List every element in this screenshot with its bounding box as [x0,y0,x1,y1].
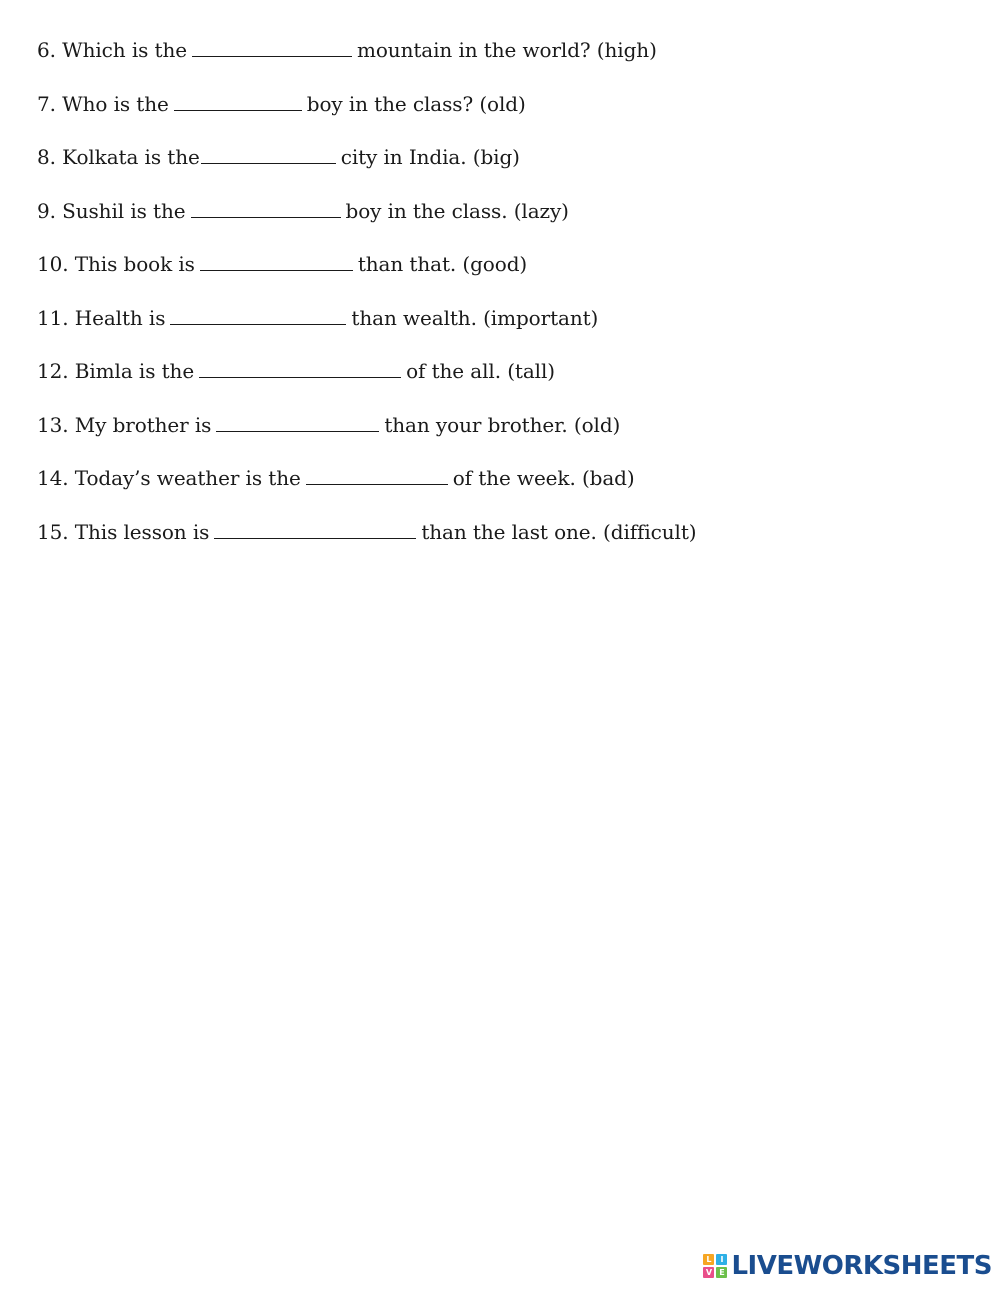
question-9 [37,191,937,245]
question-7 [37,84,937,138]
logo-mark-icon [703,1254,727,1278]
answer-blank[interactable] [214,521,416,539]
logo-tile-l: L [703,1254,714,1265]
question-6 [37,30,937,84]
question-text-before: 10. This book is [37,252,195,276]
question-text-after: city in India. (big) [340,145,520,169]
answer-blank[interactable] [200,253,353,271]
logo-tile-e: E [716,1267,727,1278]
question-text-before: 6. Which is the [37,38,187,62]
worksheet [37,30,937,565]
logo-tile-v: V [703,1267,714,1278]
question-text-before: 11. Health is [37,305,166,330]
question-11 [37,298,937,352]
question-text-before: 12. Bimla is the [37,359,195,383]
answer-blank[interactable] [174,93,302,111]
question-text-after: than the last one. (difficult) [421,519,697,544]
answer-blank[interactable] [201,146,336,164]
question-12 [37,351,937,405]
question-8 [37,137,937,191]
question-15 [37,512,937,566]
question-text-before: 7. Who is the [37,91,169,116]
logo-tile-i: I [716,1254,727,1265]
question-text-after: of the week. (bad) [452,466,635,490]
question-text-after: of the all. (tall) [406,359,555,383]
answer-blank[interactable] [191,200,341,218]
answer-blank[interactable] [199,360,401,378]
question-text-after: boy in the class. (lazy) [345,198,569,223]
question-text-before: 15. This lesson is [37,519,210,544]
answer-blank[interactable] [306,467,448,485]
question-text-after: boy in the class? (old) [306,91,526,116]
question-text-after: than wealth. (important) [351,305,599,330]
question-text-after: mountain in the world? (high) [357,38,657,62]
question-text-before: 8. Kolkata is the [37,145,200,169]
answer-blank[interactable] [192,39,352,57]
question-14 [37,458,937,512]
logo-text: LIVEWORKSHEETS [731,1251,992,1281]
liveworksheets-logo [703,1251,992,1281]
answer-blank[interactable] [216,414,379,432]
question-text-after: than that. (good) [357,252,528,276]
question-text-before: 9. Sushil is the [37,198,186,223]
question-text-after: than your brother. (old) [384,412,621,437]
answer-blank[interactable] [170,307,346,325]
question-text-before: 13. My brother is [37,412,212,437]
question-10 [37,244,937,298]
question-13 [37,405,937,459]
question-text-before: 14. Today’s weather is the [37,466,301,490]
